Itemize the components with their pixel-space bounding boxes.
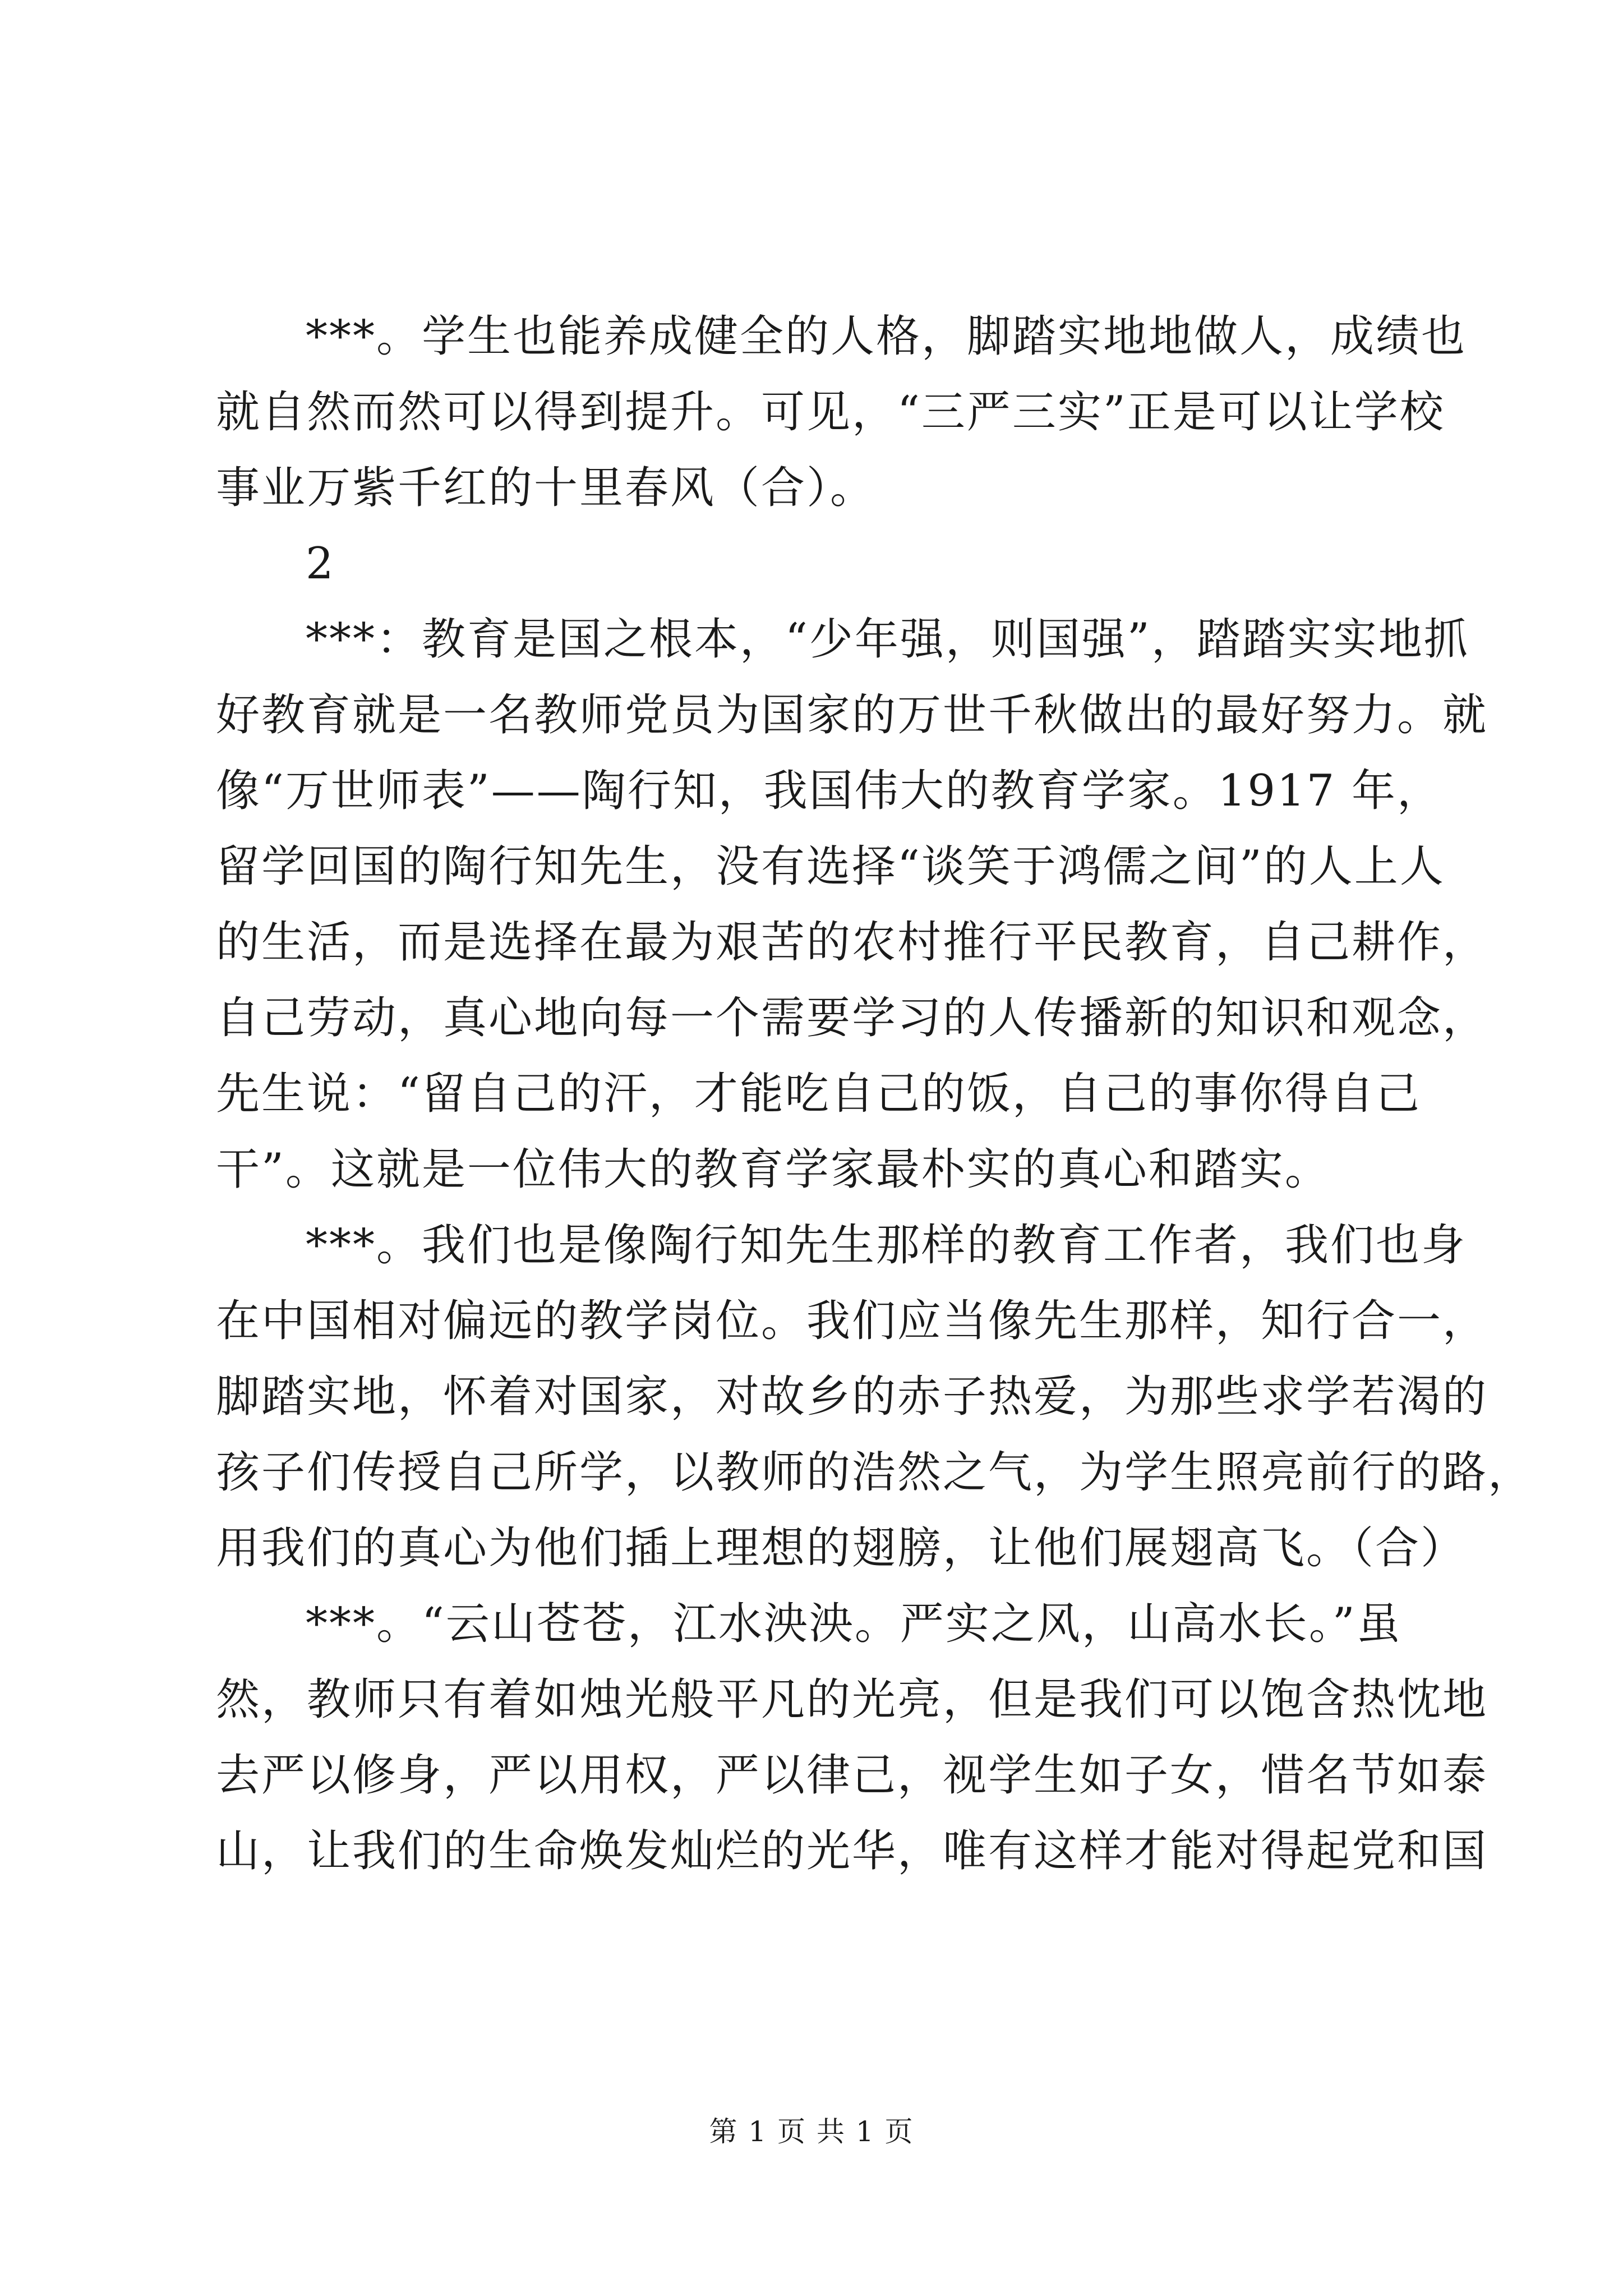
text-line: 用我们的真心为他们插上理想的翅膀，让他们展翅高飞。（合）	[216, 1523, 1467, 1573]
page-footer: 第 1 页 共 1 页	[709, 2115, 914, 2148]
text-line: 去严以修身，严以用权，严以律己，视学生如子女，惜名节如泰	[216, 1750, 1488, 1801]
text-line: ***。学生也能养成健全的人格，脚踏实地地做人，成绩也	[306, 311, 1467, 362]
text-line: 孩子们传授自己所学，以教师的浩然之气，为学生照亮前行的路，	[216, 1447, 1534, 1498]
text-line: 自己劳动，真心地向每一个需要学习的人传播新的知识和观念，	[216, 993, 1488, 1043]
text-line: ***。“云山苍苍，江水泱泱。严实之风，山高水长。”虽	[306, 1599, 1402, 1649]
text-line: 在中国相对偏远的教学岗位。我们应当像先生那样，知行合一，	[216, 1296, 1488, 1346]
text-line: 事业万紫千红的十里春风（合）。	[216, 463, 876, 513]
text-line: 像“万世师表”——陶行知，我国伟大的教育学家。1917 年，	[216, 766, 1443, 816]
text-line: 就自然而然可以得到提升。可见，“三严三实”正是可以让学校	[216, 387, 1445, 438]
page-number-marker: 2	[306, 539, 335, 589]
text-line: 好教育就是一名教师党员为国家的万世千秋做出的最好努力。就	[216, 690, 1488, 740]
text-line: 脚踏实地，怀着对国家，对故乡的赤子热爱，为那些求学若渴的	[216, 1372, 1488, 1422]
text-line: 先生说：“留自己的汗，才能吃自己的饭，自己的事你得自己	[216, 1069, 1421, 1119]
text-line: 山，让我们的生命焕发灿烂的光华，唯有这样才能对得起党和国	[216, 1826, 1488, 1876]
text-line: 然，教师只有着如烛光般平凡的光亮，但是我们可以饱含热忱地	[216, 1674, 1488, 1725]
text-line: 干”。这就是一位伟大的教育学家最朴实的真心和踏实。	[216, 1144, 1330, 1195]
text-line: ***：教育是国之根本，“少年强，则国强”，踏踏实实地抓	[306, 614, 1469, 665]
text-line: ***。我们也是像陶行知先生那样的教育工作者，我们也身	[306, 1220, 1467, 1271]
text-line: 的生活，而是选择在最为艰苦的农村推行平民教育，自己耕作，	[216, 917, 1488, 968]
text-line: 留学回国的陶行知先生，没有选择“谈笑于鸿儒之间”的人上人	[216, 841, 1445, 892]
